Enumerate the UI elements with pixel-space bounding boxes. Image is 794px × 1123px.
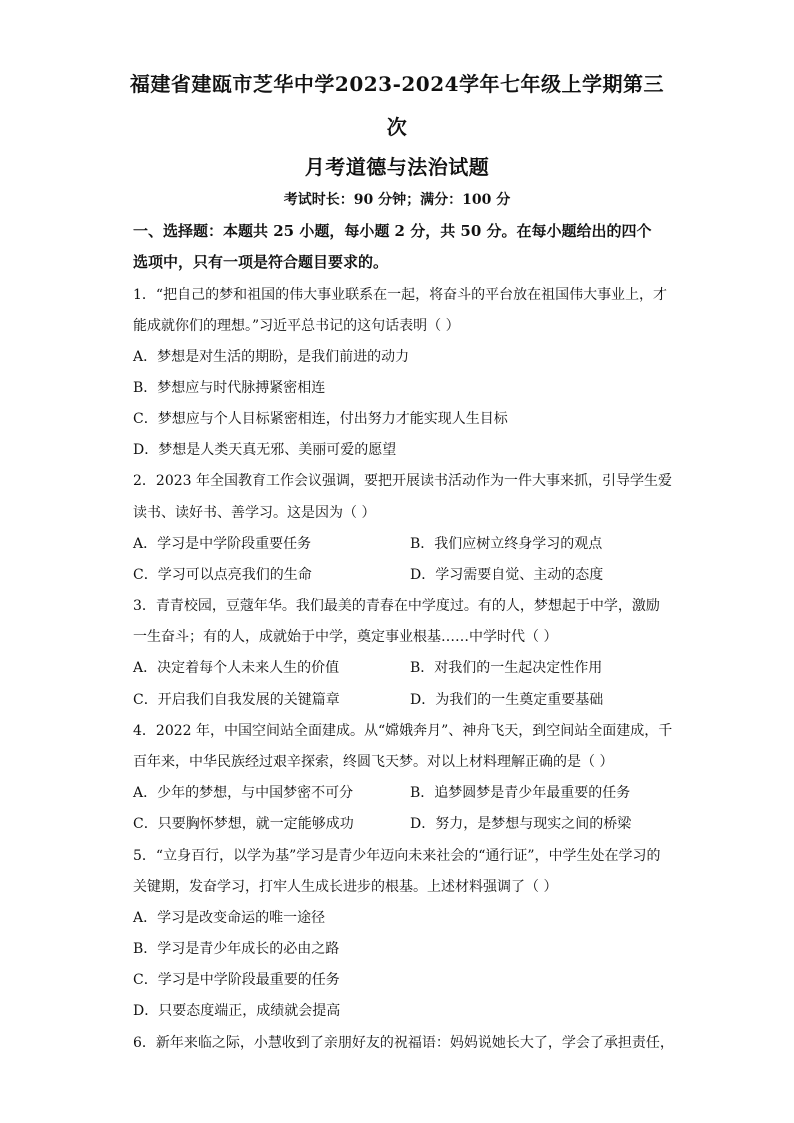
q1-option-d: D．梦想是人类天真无邪、美丽可爱的愿望 [133,442,397,458]
q5-option-b: B．学习是青少年成长的必由之路 [133,941,340,957]
q1-option-a: A．梦想是对生活的期盼，是我们前进的动力 [133,349,410,365]
q4-stem-line-2: 百年来，中华民族经过艰辛探索，终圆飞天梦。对以上材料理解正确的是（ ） [133,754,614,770]
q4-stem-line-1: 4．2022 年，中国空间站全面建成。从“嫦娥奔月”、神舟飞天，到空间站全面建成，千 [133,723,673,739]
title-line-2: 次 [386,115,408,139]
q1-stem-line-1: 1．“把自己的梦和祖国的伟大事业联系在一起，将奋斗的平台放在祖国伟大事业上，才 [133,287,668,303]
title-line-1: 福建省建瓯市芝华中学2023-2024学年七年级上学期第三 [129,72,665,96]
q2-stem-line-1: 2．2023 年全国教育工作会议强调，要把开展读书活动作为一件大事来抓，引导学生爱 [133,473,672,489]
q5-option-d: D．只要态度端正，成绩就会提高 [133,1003,341,1019]
title-line-3: 月考道德与法治试题 [304,155,490,179]
q1-option-b: B．梦想应与时代脉搏紧密相连 [133,380,326,396]
q6-stem-line-1: 6．新年来临之际，小慧收到了亲朋好友的祝福语：妈妈说她长大了，学会了承担责任， [133,1035,674,1051]
q4-option-d: D．努力，是梦想与现实之间的桥梁 [410,816,632,832]
section-heading-line-2: 选项中，只有一项是符合题目要求的。 [133,253,389,271]
q5-stem-line-1: 5．“立身百行，以学为基”学习是青少年迈向未来社会的“通行证”，中学生处在学习的 [133,848,661,864]
q1-option-c: C．梦想应与个人目标紧密相连，付出努力才能实现人生目标 [133,411,508,427]
q1-stem-line-2: 能成就你们的理想。”习近平总书记的这句话表明（ ） [133,318,460,334]
section-heading-line-1: 一、选择题：本题共 25 小题，每小题 2 分，共 50 分。在每小题给出的四个 [133,222,652,240]
q3-option-c: C．开启我们自我发展的关键篇章 [133,692,340,708]
q4-option-b: B．追梦圆梦是青少年最重要的任务 [410,785,631,801]
q2-option-c: C．学习可以点亮我们的生命 [133,567,312,583]
q3-stem-line-2: 一生奋斗；有的人，成就始于中学，奠定事业根基……中学时代（ ） [133,629,558,645]
q3-stem-line-1: 3．青青校园，豆蔻年华。我们最美的青春在中学度过。有的人，梦想起于中学，激励 [133,598,660,614]
q5-stem-line-2: 关键期，发奋学习，打牢人生成长进步的根基。上述材料强调了（ ） [133,879,558,895]
q3-option-a: A．决定着每个人未来人生的价值 [133,660,340,676]
q4-option-a: A．少年的梦想，与中国梦密不可分 [133,785,354,801]
q2-stem-line-2: 读书、读好书、善学习。这是因为（ ） [133,505,376,521]
q2-option-a: A．学习是中学阶段重要任务 [133,536,312,552]
q3-option-b: B．对我们的一生起决定性作用 [410,660,603,676]
q2-option-b: B．我们应树立终身学习的观点 [410,536,603,552]
q5-option-c: C．学习是中学阶段最重要的任务 [133,972,340,988]
exam-info: 考试时长：90 分钟；满分：100 分 [283,192,511,208]
q3-option-d: D．为我们的一生奠定重要基础 [410,692,604,708]
q4-option-c: C．只要胸怀梦想，就一定能够成功 [133,816,354,832]
q2-option-d: D．学习需要自觉、主动的态度 [410,567,604,583]
q5-option-a: A．学习是改变命运的唯一途径 [133,910,326,926]
